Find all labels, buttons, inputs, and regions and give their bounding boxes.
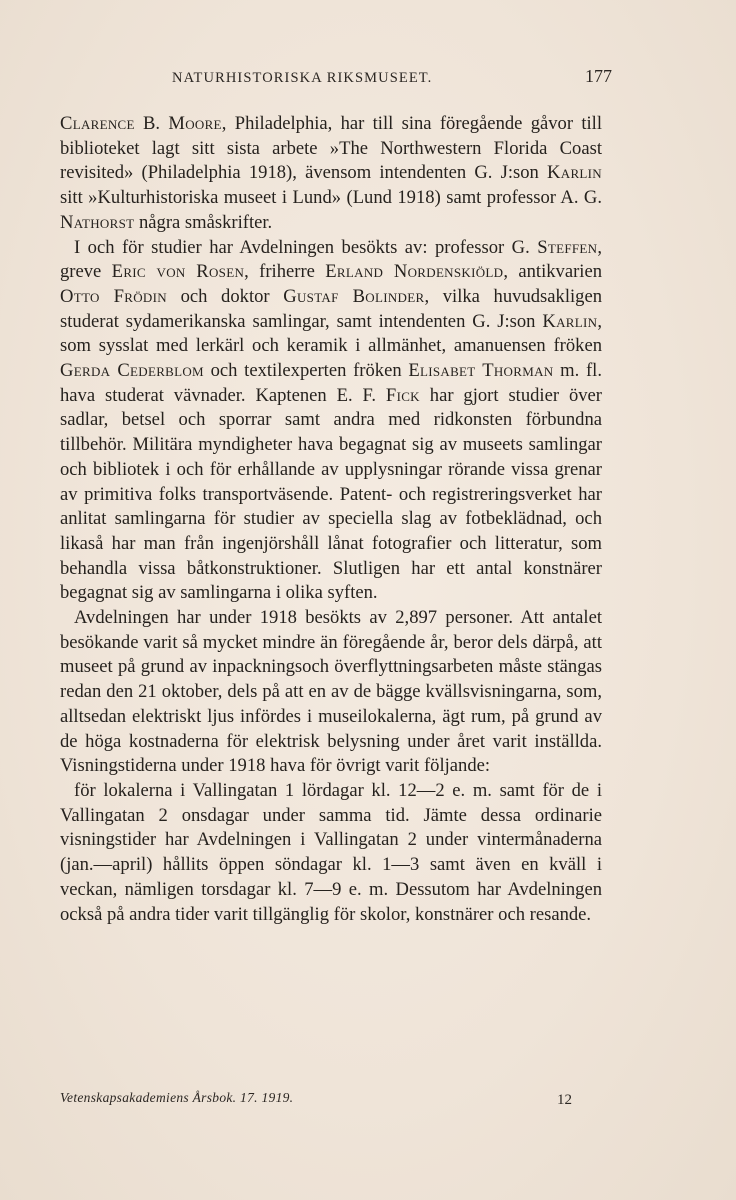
text-run: , som sysslat med lerkärl och keramik i allmänhet, amanuensen fröken — [60, 310, 602, 357]
page-footer — [60, 1086, 572, 1114]
footer-journal-citation: Vetenskapsakademiens Årsbok. 17. 1919. — [60, 1090, 294, 1105]
small-caps-name: Karlin — [547, 162, 602, 184]
text-run: har gjort studier över sadlar, betsel och sporrar samt andra med ridkonsten förbundna tillbehör. Militära myndigheter hava begagnat sig av museets samlingar och bibliotek i och för erhållande av upplysningar rörande vissa grenar av primitiva folks transportväsende. Patent- och registreringsverket har anlitat samlingarna för studier av speciella slag av fotbeklädnad, och likaså har man från ingenjörshåll lånat fotografier och litteratur, som behandla vissa båtkonstruktioner. Slutligen har ett antal konstnärer begagnat sig av samlingarna i olika syften. — [60, 384, 602, 604]
text-run: , vilka huvudsakligen studerat sydamerikanska samlingar, samt intendenten G. J:son — [60, 285, 603, 332]
text-run: , friherre — [244, 261, 326, 283]
small-caps-name: Clarence — [60, 113, 135, 134]
footer-signature-mark: 12 — [557, 1092, 572, 1108]
text-run: , Philadelphia, har till sina föregående gåvor till biblioteket lagt sitt sista arbete »The Northwestern Florida Coast revisited» (Philadelphia 1918), ävensom intendenten G. J:son — [60, 113, 602, 184]
small-caps-name: Gustaf Bolinder — [283, 285, 425, 307]
text-run: Avdelningen har under 1918 besökts av 2,897 personer. Att antalet besökande varit så mycket mindre än föregående år, beror dels därpå, att museet på grund av inpackningsoch överflyttningsarbeten måste stängas redan den 21 oktober, dels på att en av de bägge kvällsvisningarna, som, alltsedan elektriskt ljus infördes i museilokalerna, ägt rum, på grund av de höga kostnaderna för elektrisk belysning under året varit inställda. Visningstiderna under 1918 hava för övrigt varit följande: — [60, 607, 602, 777]
paragraph-1 — [60, 112, 602, 236]
text-run: , antikvarien — [503, 261, 602, 283]
small-caps-name: Nathorst — [60, 211, 135, 233]
small-caps-name: Steffen — [537, 236, 598, 258]
paragraph-4 — [60, 779, 602, 927]
small-caps-name: Eric von Rosen — [111, 261, 245, 283]
text-run: sitt »Kulturhistoriska museet i Lund» (Lund 1918) samt professor A. G. — [60, 187, 602, 209]
body-text — [60, 112, 602, 927]
small-caps-name: Gerda Cederblom — [60, 360, 204, 382]
running-head: NATURHISTORISKA RIKSMUSEET. — [172, 70, 433, 86]
small-caps-name: Fick — [385, 384, 420, 406]
small-caps-name: Karlin — [542, 310, 598, 332]
small-caps-name: Moore — [168, 113, 222, 134]
text-run: , greve — [60, 236, 602, 283]
paragraph-3 — [60, 606, 602, 779]
page-number: 177 — [585, 66, 612, 86]
text-run: för lokalerna i Vallingatan 1 lördagar kl. 12—2 e. m. samt för de i Vallingatan 2 onsdagar under samma tid. Jämte dessa ordinarie visningstider har Avdelningen i Vallingatan 2 under vintermånaderna (jan.—april) hållits öppen söndagar kl. 1—3 samt även en kväll i veckan, nämligen torsdagar kl. 7—9 e. m. Dessutom har Avdelningen också på andra tider varit tillgänglig för skolor, konstnärer och resande. — [60, 779, 602, 925]
small-caps-name: Elisabet Thorman — [408, 360, 554, 382]
text-run: några småskrifter. — [134, 211, 273, 233]
page-header — [60, 66, 612, 96]
text-run: m. fl. hava studerat vävnader. Kaptenen E. F. — [60, 360, 602, 406]
text-run: och doktor — [166, 285, 284, 307]
small-caps-name: Erland Nordenskiöld — [325, 261, 504, 283]
text-run: I och för studier har Avdelningen besökts av: professor G. — [74, 236, 538, 258]
text-run: B. — [134, 113, 169, 134]
text-run: och textilexperten fröken — [203, 360, 409, 382]
paragraph-2 — [60, 236, 602, 607]
small-caps-name: Otto Frödin — [60, 285, 167, 307]
